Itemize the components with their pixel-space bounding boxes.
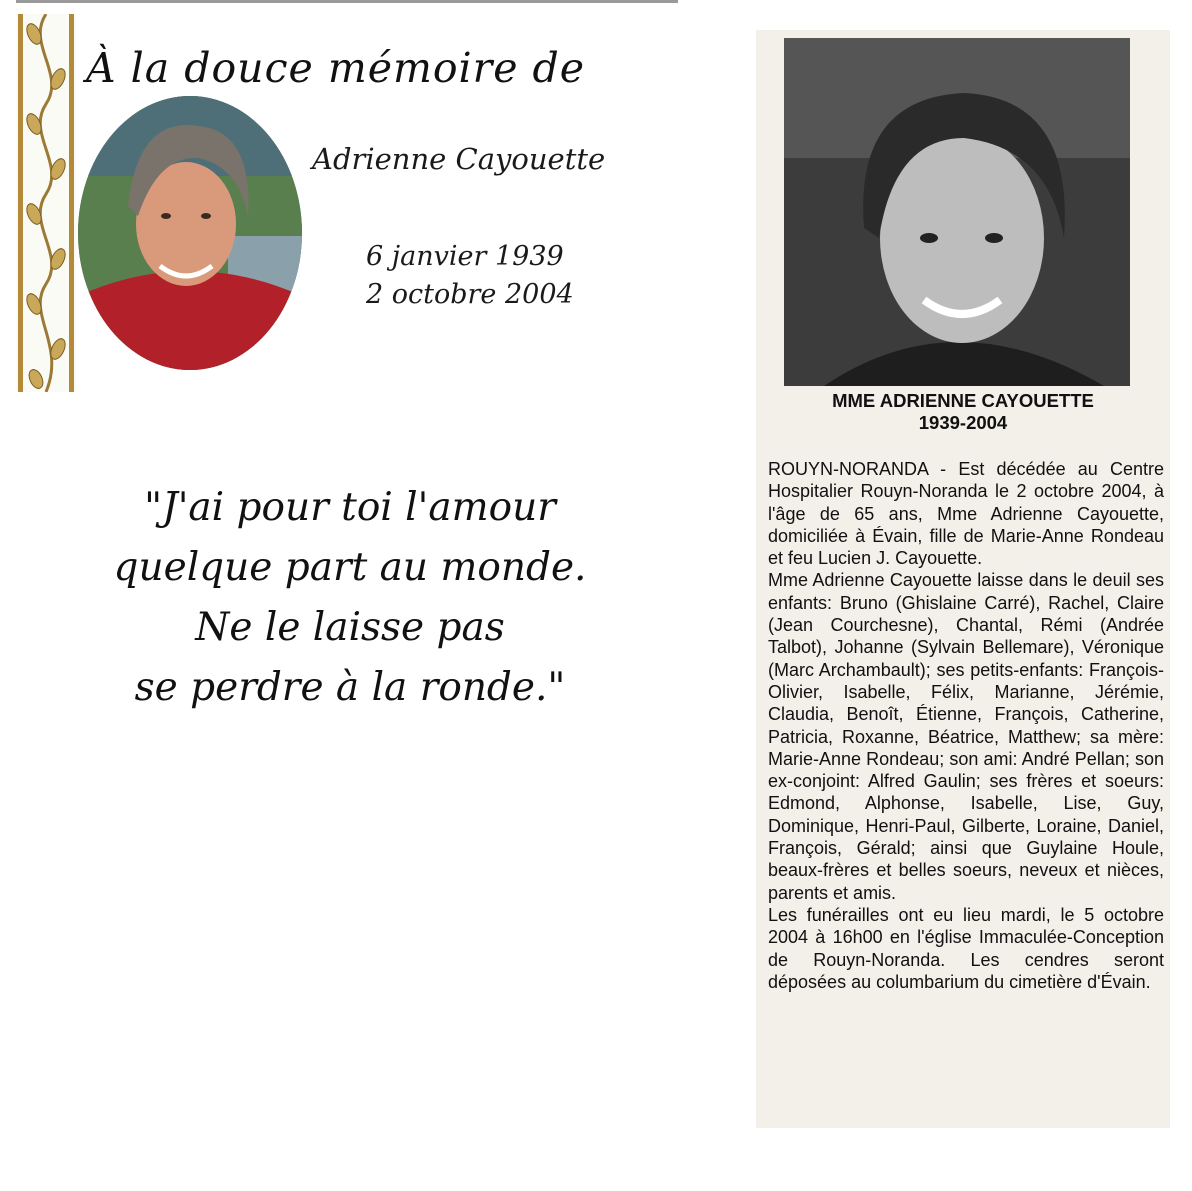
portrait-photo: [78, 96, 302, 370]
card-heading: À la douce mémoire de: [86, 44, 586, 92]
obituary-photo: [784, 38, 1130, 386]
obituary-paragraph: Mme Adrienne Cayouette laisse dans le deuil ses enfants: Bruno (Ghislaine Carré), Rachel, Claire (Jean Courchesne), Chantal, Rémi (Andrée Talbot), Johanne (Sylvain Bellemare), Véronique (Marc Archambault); ses petits-enfants: François-Olivier, Isabelle, Félix, Marianne, Jérémie, Claudia, Benoît, Étienne, François, Catherine, Patricia, Roxanne, Béatrice, Matthew; sa mère: Marie-Anne Rondeau; son ami: André Pellan; son ex-conjoint: Alfred Gaulin; ses frères et soeurs: Edmond, Alphonse, Isabelle, Lise, Guy, Dominique, Henri-Paul, Gilberte, Loraine, Daniel, François, Gérald; ainsi que Guylaine Houle, beaux-frères et belles soeurs, neveux et nièces, parents et amis.: [768, 570, 1164, 903]
death-date: 2 octobre 2004: [366, 279, 574, 310]
border-rail-right: [69, 14, 74, 392]
quote-line: se perdre à la ronde.": [134, 665, 566, 710]
life-dates: [366, 238, 574, 314]
birth-date: 6 janvier 1939: [366, 241, 564, 272]
border-rail-left: [18, 14, 23, 392]
quote-line: quelque part au monde.: [113, 545, 587, 590]
deceased-name-script: Adrienne Cayouette: [312, 142, 606, 176]
obituary-paragraph: ROUYN-NORANDA - Est décédée au Centre Hospitalier Rouyn-Noranda le 2 octobre 2004, à l'âge de 65 ans, Mme Adrienne Cayouette, domiciliée à Évain, fille de Marie-Anne Rondeau et feu Lucien J. Cayouette.: [768, 459, 1164, 569]
obituary-text: [768, 458, 1164, 993]
obituary-name: MME ADRIENNE CAYOUETTE: [832, 390, 1094, 411]
ornamental-border: [16, 14, 76, 392]
quote-line: Ne le laisse pas: [195, 605, 505, 650]
obituary-years: 1939-2004: [918, 412, 1008, 433]
memorial-quote: [80, 478, 620, 718]
obituary-paragraph: Les funérailles ont eu lieu mardi, le 5 octobre 2004 à 16h00 en l'église Immaculée-Conception de Rouyn-Noranda. Les cendres seront déposées au columbarium du cimetière d'Évain.: [768, 904, 1164, 992]
leaf-vine-icon: [24, 14, 68, 392]
newspaper-clipping: [756, 30, 1170, 1128]
card-top-border: [16, 0, 678, 3]
quote-line: "J'ai pour toi l'amour: [144, 485, 556, 530]
